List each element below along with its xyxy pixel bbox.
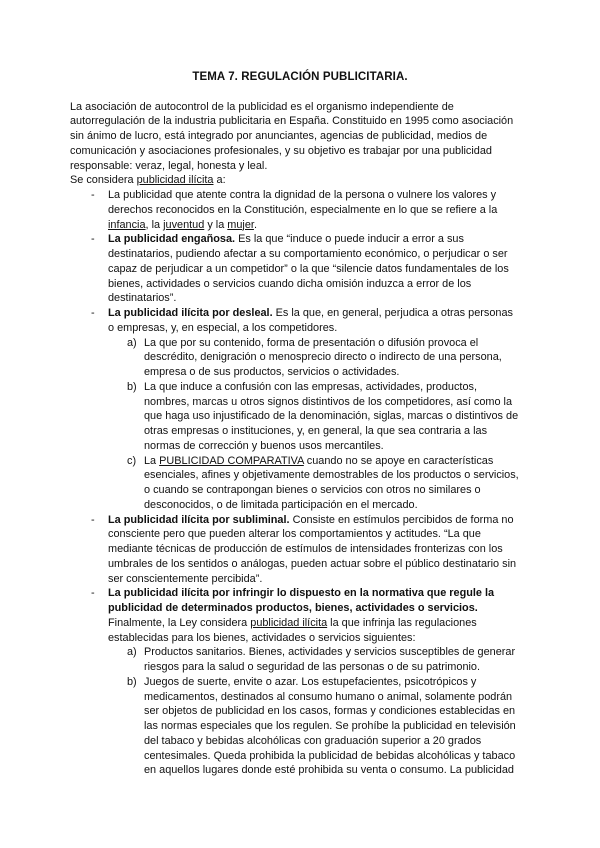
text: mediante técnicas de producción de estímulos de intensidades fronterizas con los xyxy=(108,543,503,555)
text: Finalmente, la Ley considera xyxy=(108,616,251,629)
text: centesimales. Queda prohibida la publicidad de bebidas alcohólicas y tabaco xyxy=(144,749,516,762)
document-body xyxy=(70,100,540,779)
list-marker: - xyxy=(91,233,95,246)
text-line xyxy=(70,100,540,115)
bold-text: La publicidad ilícita por desleal. xyxy=(108,307,273,319)
underlined-text: publicidad ilícita xyxy=(136,174,214,187)
list-item xyxy=(70,306,540,336)
text-line xyxy=(70,631,540,646)
text: esenciales, afines y objetivamente demostrables de los productos o servicios, xyxy=(144,469,519,482)
text: Productos sanitarios. Bienes, actividades y servicios susceptibles de generar xyxy=(144,646,516,659)
list-marker: - xyxy=(91,307,95,319)
text: que haga uso injustificado de la denominación, siglas, marcas o distintivos de xyxy=(144,410,519,423)
text-line xyxy=(70,675,540,690)
text-line xyxy=(70,114,540,129)
text: cuando no se apoye en características xyxy=(303,454,494,467)
list-marker: - xyxy=(91,587,95,600)
text-line xyxy=(70,232,540,247)
list-item xyxy=(70,188,540,232)
bold-text: La publicidad ilícita por subliminal. xyxy=(108,513,290,526)
text-line xyxy=(70,601,540,616)
text: La xyxy=(144,454,160,467)
text-line xyxy=(70,424,540,439)
text-line xyxy=(70,645,540,660)
text: Juegos de suerte, envite o azar. Los estupefacientes, psicotrópicos y xyxy=(144,675,477,688)
text-line xyxy=(70,439,540,454)
text: capaz de perjudicar a un competidor” o la que “silencie datos fundamentales de los xyxy=(108,262,509,275)
text-line xyxy=(70,586,540,601)
list-item xyxy=(70,645,540,675)
text: comunicación y asociaciones profesionales, y su objetivo es trabajar por una publicidad xyxy=(70,144,492,157)
text-line xyxy=(70,277,540,292)
text: las normas especiales que los regulen. Se prohíbe la publicidad en televisión xyxy=(144,720,516,732)
text: desconocidos, o de limitada participación en el mercado. xyxy=(144,498,418,511)
text: y la xyxy=(204,218,228,231)
text-line xyxy=(70,454,540,469)
text-line xyxy=(70,763,540,778)
text-line xyxy=(70,350,540,365)
text: , la xyxy=(145,218,164,231)
list-marker: a) xyxy=(127,646,137,659)
list-marker: a) xyxy=(127,336,137,349)
text: bienes, actividades o servicios cuando dicha omisión induzca a error de los xyxy=(108,277,472,290)
list-item xyxy=(70,513,540,587)
text-line xyxy=(70,572,540,587)
text-line xyxy=(70,247,540,262)
text-line xyxy=(70,291,540,306)
text-line xyxy=(70,468,540,483)
text-line xyxy=(70,262,540,277)
text-line xyxy=(70,542,540,557)
text-line xyxy=(70,557,540,572)
text: del tabaco y bebidas alcohólicas con graduación superior a 20 grados xyxy=(144,734,482,747)
text: Es la que “induce o puede inducir a error a sus xyxy=(235,233,464,246)
text-line xyxy=(70,527,540,542)
text-line xyxy=(70,409,540,424)
text: empresa o de sus productos, servicios o actividades. xyxy=(144,366,400,378)
text: . xyxy=(253,218,257,231)
text: responsable: veraz, legal, honesta y leal. xyxy=(70,159,268,172)
list-item xyxy=(70,380,540,454)
text-line xyxy=(70,365,540,380)
text: umbrales de los sentidos o análogas, pueden actuar sobre el público destinatario sin xyxy=(108,557,517,570)
text-line xyxy=(70,498,540,513)
text: establecidas para los bienes, actividades o servicios siguientes: xyxy=(108,631,416,644)
list-item xyxy=(70,454,540,513)
paragraph xyxy=(70,173,540,188)
text: La asociación de autocontrol de la publicidad es el organismo independiente de xyxy=(70,100,454,113)
text-line xyxy=(70,159,540,174)
text: La que induce a confusión con las empresas, actividades, productos, xyxy=(144,380,477,393)
text-line xyxy=(70,616,540,631)
text: derechos reconocidos en la Constitución, especialmente en lo que se refiere a la xyxy=(108,203,498,216)
text: en aquellos lugares donde esté prohibida su venta o consumo. La publicidad xyxy=(144,764,514,777)
text-line xyxy=(70,719,540,734)
text-line xyxy=(70,173,540,188)
list-item xyxy=(70,232,540,306)
bold-text: publicidad de determinados productos, bienes, actividades o servicios. xyxy=(108,602,478,614)
text-line xyxy=(70,321,540,336)
text: nombres, marcas u otros signos distintivos de los competidores, así como la xyxy=(144,395,513,408)
text: destinatarios”. xyxy=(108,292,177,305)
page-title: TEMA 7. REGULACIÓN PUBLICITARIA. xyxy=(192,71,408,83)
text: normas de corrección y buenos usos mercantiles. xyxy=(144,439,384,452)
text-line xyxy=(70,660,540,675)
text-line xyxy=(70,690,540,705)
list-marker: - xyxy=(91,513,95,526)
text: sin ánimo de lucro, está integrado por anunciantes, agencias de publicidad, medios de xyxy=(70,130,488,142)
text-line xyxy=(70,749,540,764)
text: Consiste en estímulos percibidos de forma no xyxy=(289,513,514,526)
list-marker: b) xyxy=(127,675,137,688)
text-line xyxy=(70,203,540,218)
list-item xyxy=(70,336,540,380)
text: autorregulación de la industria publicitaria en España. Constituido en 1995 como asociación xyxy=(70,115,514,128)
text: Es la que, en general, perjudica a otras personas xyxy=(272,307,513,319)
text: la que infrinja las regulaciones xyxy=(327,616,477,629)
text-line xyxy=(70,129,540,144)
text-line xyxy=(70,483,540,498)
text: destinatarios, pudiendo afectar a su comportamiento económico, o perjudicar o ser xyxy=(108,248,508,260)
text: medicamentos, destinados al consumo humano o animal, solamente podrán xyxy=(144,690,513,703)
text-line xyxy=(70,336,540,351)
text-line xyxy=(70,380,540,395)
underlined-text: PUBLICIDAD COMPARATIVA xyxy=(159,454,304,467)
text: a: xyxy=(213,174,226,187)
text: descrédito, denigración o menosprecio directo o indirecto de una persona, xyxy=(144,351,502,364)
text: ser objetos de publicidad en los casos, formas y condiciones establecidas en xyxy=(144,705,516,718)
text-line xyxy=(70,513,540,528)
text: Se considera xyxy=(70,174,137,187)
text-line xyxy=(70,306,540,321)
text-line xyxy=(70,734,540,749)
text-line xyxy=(70,188,540,203)
text: La que por su contenido, forma de presentación o difusión provoca el xyxy=(144,336,479,349)
underlined-text: infancia xyxy=(108,218,146,231)
text-line xyxy=(70,144,540,159)
bold-text: La publicidad ilícita por infringir lo dispuesto en la normativa que regule la xyxy=(108,587,495,600)
text: consciente pero que pueden alterar los comportamientos y actitudes. “La que xyxy=(108,528,481,541)
underlined-text: juventud xyxy=(163,218,205,231)
text-line xyxy=(70,704,540,719)
list-item xyxy=(70,675,540,778)
bold-text: La publicidad engañosa. xyxy=(108,233,236,246)
text-line xyxy=(70,218,540,233)
text: La publicidad que atente contra la dignidad de la persona o vulnere los valores y xyxy=(108,189,497,201)
list-marker: b) xyxy=(127,380,137,393)
text: riesgos para la salud o seguridad de las personas o de su patrimonio. xyxy=(144,661,480,673)
paragraph xyxy=(70,100,540,174)
list-marker: c) xyxy=(127,454,137,467)
text: ser conscientemente percibida”. xyxy=(108,572,263,585)
text: o empresas, y, en especial, a los competidores. xyxy=(108,321,338,334)
text: otras empresas o instituciones, y, en general, la que sea contraria a las xyxy=(144,425,488,437)
text-line xyxy=(70,395,540,410)
list-marker: - xyxy=(91,189,95,201)
underlined-text: mujer xyxy=(227,218,254,231)
list-item xyxy=(70,586,540,645)
text: o cuando se contrapongan bienes o servicios con otros no similares o xyxy=(144,484,481,496)
underlined-text: publicidad ilícita xyxy=(250,616,328,629)
